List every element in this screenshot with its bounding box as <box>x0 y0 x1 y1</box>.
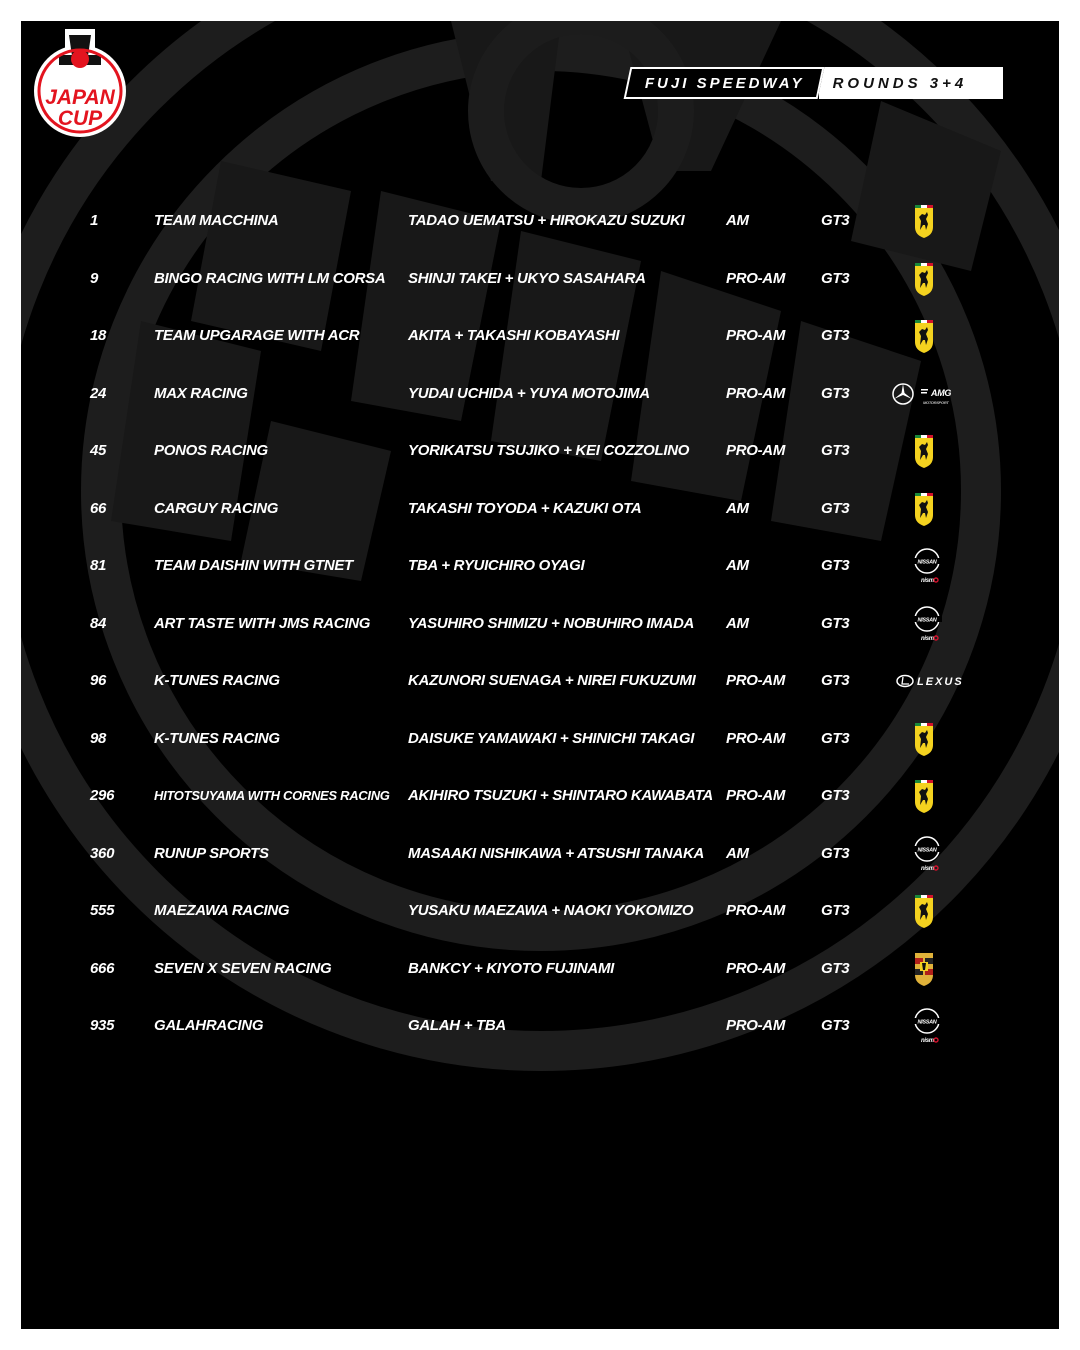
logo-text-top: JAPAN <box>45 86 115 109</box>
driver-pairing: YUDAI UCHIDA + YUYA MOTOJIMA <box>408 384 650 402</box>
category-label: GT3 <box>821 499 850 517</box>
category-label: GT3 <box>821 269 850 287</box>
class-label: PRO-AM <box>726 1017 786 1034</box>
team-name: SEVEN X SEVEN RACING <box>154 959 332 977</box>
ferrari-icon <box>891 776 987 816</box>
car-number: 98 <box>90 729 107 747</box>
nissan-nismo-icon <box>891 834 987 874</box>
team-name: HITOTSUYAMA WITH CORNES RACING <box>154 788 390 803</box>
nissan-nismo-icon <box>891 546 987 586</box>
team-name: K-TUNES RACING <box>154 672 280 689</box>
team-name: GALAHRACING <box>154 1017 264 1034</box>
nissan-nismo-icon <box>891 604 987 644</box>
team-name: TEAM MACCHINA <box>154 212 279 229</box>
class-label: PRO-AM <box>726 959 786 977</box>
team-name: TEAM UPGARAGE WITH ACR <box>154 327 360 344</box>
driver-pairing: SHINJI TAKEI + UKYO SASAHARA <box>408 269 646 287</box>
driver-pairing: AKIHIRO TSUZUKI + SHINTARO KAWABATA <box>408 787 713 804</box>
driver-pairing: YUSAKU MAEZAWA + NAOKI YOKOMIZO <box>408 902 694 919</box>
team-name: BINGO RACING WITH LM CORSA <box>154 269 386 287</box>
logo-text-bottom: CUP <box>57 107 103 130</box>
car-number: 555 <box>90 902 115 919</box>
class-label: AM <box>726 212 749 229</box>
entry-row <box>21 891 1059 931</box>
entry-row <box>21 776 1059 816</box>
category-label: GT3 <box>821 614 850 632</box>
car-number: 18 <box>90 327 107 344</box>
category-label: GT3 <box>821 327 850 344</box>
class-label: PRO-AM <box>726 327 786 344</box>
lexus-icon <box>891 661 987 701</box>
ferrari-icon <box>891 719 987 759</box>
car-number: 84 <box>90 614 107 632</box>
category-label: GT3 <box>821 959 850 977</box>
driver-pairing: YORIKATSU TSUJIKO + KEI COZZOLINO <box>408 442 690 459</box>
driver-pairing: YASUHIRO SHIMIZU + NOBUHIRO IMADA <box>408 614 695 632</box>
class-label: AM <box>726 557 749 574</box>
class-label: PRO-AM <box>726 442 786 459</box>
class-label: PRO-AM <box>726 384 786 402</box>
entry-row <box>21 259 1059 299</box>
driver-pairing: TAKASHI TOYODA + KAZUKI OTA <box>408 499 642 517</box>
entry-list-panel <box>21 21 1059 1329</box>
entry-row <box>21 431 1059 471</box>
category-label: GT3 <box>821 672 850 689</box>
svg-text:AMG: AMG <box>931 387 952 398</box>
car-number: 24 <box>90 384 107 402</box>
ferrari-icon <box>891 891 987 931</box>
nissan-nismo-icon <box>891 1006 987 1046</box>
event-banner <box>627 67 1003 99</box>
car-number: 81 <box>90 557 107 574</box>
driver-pairing: MASAAKI NISHIKAWA + ATSUSHI TANAKA <box>408 844 705 862</box>
category-label: GT3 <box>821 212 850 229</box>
class-label: AM <box>726 499 749 517</box>
ferrari-icon <box>891 316 987 356</box>
svg-text:NISSAN: NISSAN <box>917 617 937 623</box>
car-number: 96 <box>90 672 107 689</box>
class-label: PRO-AM <box>726 269 786 287</box>
car-number: 296 <box>90 787 115 804</box>
category-label: GT3 <box>821 902 850 919</box>
entry-row <box>21 604 1059 644</box>
porsche-icon <box>891 949 987 989</box>
category-label: GT3 <box>821 557 850 574</box>
car-number: 45 <box>90 442 107 459</box>
ferrari-icon <box>891 259 987 299</box>
svg-text:nism: nism <box>921 578 934 584</box>
svg-text:NISSAN: NISSAN <box>917 1019 937 1026</box>
car-number: 935 <box>90 1017 115 1034</box>
entry-row <box>21 834 1059 874</box>
driver-pairing: BANKCY + KIYOTO FUJINAMI <box>408 959 615 977</box>
category-label: GT3 <box>821 844 850 862</box>
svg-text:nism: nism <box>921 1038 934 1044</box>
team-name: RUNUP SPORTS <box>154 844 269 862</box>
ferrari-icon <box>891 201 987 241</box>
driver-pairing: TBA + RYUICHIRO OYAGI <box>408 557 585 574</box>
car-number: 9 <box>90 269 99 287</box>
class-label: AM <box>726 614 749 632</box>
entry-row <box>21 546 1059 586</box>
entry-row <box>21 489 1059 529</box>
car-number: 1 <box>90 212 99 229</box>
driver-pairing: GALAH + TBA <box>408 1017 506 1034</box>
team-name: MAX RACING <box>154 384 248 402</box>
entry-row <box>21 949 1059 989</box>
entry-row <box>21 374 1059 414</box>
team-name: K-TUNES RACING <box>154 729 280 747</box>
team-name: MAEZAWA RACING <box>154 902 290 919</box>
class-label: PRO-AM <box>726 787 786 804</box>
entry-row <box>21 719 1059 759</box>
venue-label: FUJI SPEEDWAY <box>624 67 824 99</box>
entry-row <box>21 661 1059 701</box>
svg-text:nism: nism <box>921 865 934 872</box>
svg-text:nism: nism <box>921 635 934 642</box>
class-label: PRO-AM <box>726 729 786 747</box>
team-name: TEAM DAISHIN WITH GTNET <box>154 557 353 574</box>
svg-text:MOTORSPORT: MOTORSPORT <box>923 399 949 405</box>
svg-text:LEXUS: LEXUS <box>917 676 964 688</box>
entry-row <box>21 316 1059 356</box>
mercedes-amg-icon <box>891 374 987 414</box>
category-label: GT3 <box>821 729 850 747</box>
team-name: ART TASTE WITH JMS RACING <box>154 614 371 632</box>
category-label: GT3 <box>821 384 850 402</box>
class-label: AM <box>726 844 749 862</box>
car-number: 66 <box>90 499 107 517</box>
japan-cup-logo <box>29 29 131 143</box>
driver-pairing: AKITA + TAKASHI KOBAYASHI <box>408 327 620 344</box>
car-number: 360 <box>90 844 115 862</box>
category-label: GT3 <box>821 787 850 804</box>
category-label: GT3 <box>821 442 850 459</box>
class-label: PRO-AM <box>726 672 786 689</box>
team-name: CARGUY RACING <box>154 499 279 517</box>
entry-row <box>21 201 1059 241</box>
driver-pairing: KAZUNORI SUENAGA + NIREI FUKUZUMI <box>408 672 696 689</box>
rounds-label: ROUNDS 3+4 <box>819 67 1003 99</box>
entry-row <box>21 1006 1059 1046</box>
class-label: PRO-AM <box>726 902 786 919</box>
ferrari-icon <box>891 431 987 471</box>
car-number: 666 <box>90 959 115 977</box>
svg-text:NISSAN: NISSAN <box>917 847 937 853</box>
driver-pairing: DAISUKE YAMAWAKI + SHINICHI TAKAGI <box>408 729 695 747</box>
ferrari-icon <box>891 489 987 529</box>
driver-pairing: TADAO UEMATSU + HIROKAZU SUZUKI <box>408 212 685 229</box>
category-label: GT3 <box>821 1017 850 1034</box>
svg-text:NISSAN: NISSAN <box>917 559 937 566</box>
team-name: PONOS RACING <box>154 442 268 459</box>
